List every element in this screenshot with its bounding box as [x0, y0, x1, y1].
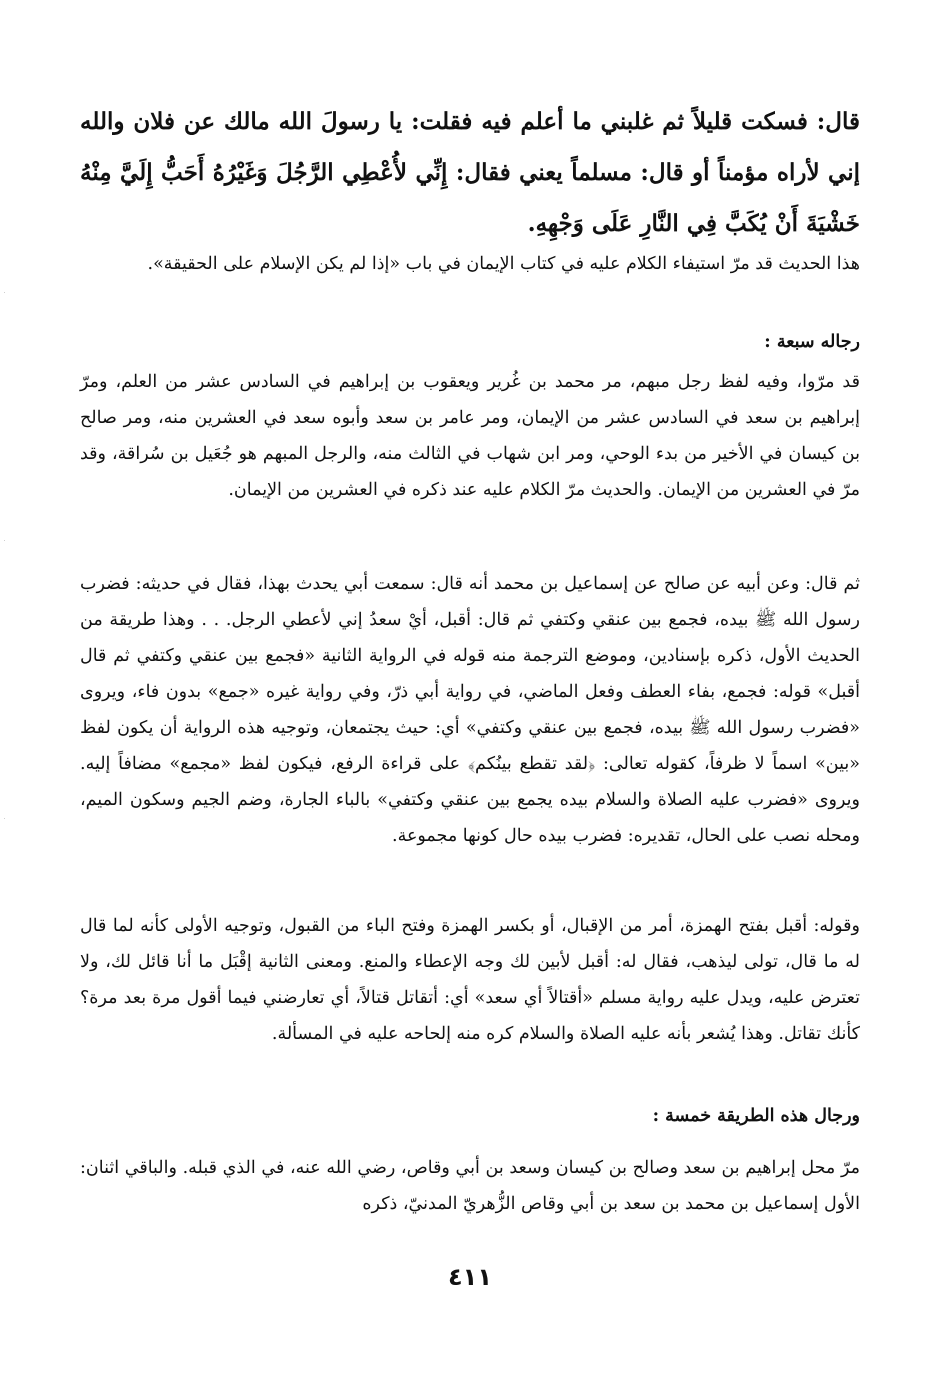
section-heading-chain: ورجال هذه الطريقة خمسة :	[652, 1106, 860, 1126]
commentary-paragraph: هذا الحديث قد مرّ استيفاء الكلام عليه في كتاب الإيمان في باب «إذا لم يكن الإسلام على الحقيقة».	[147, 254, 860, 274]
second-narration-paragraph: ثم قال: وعن أبيه عن صالح عن إسماعيل بن محمد أنه قال: سمعت أبي يحدث بهذا، فقال في حديثه: فضرب رسول الله ﷺ بيده، فجمع بين عنقي وكتفي ثم قال: أقبل، أيْ سعدُ إني لأعطي الرجل. . . وهذا طريقة من الحديث الأول، ذكره بإسنادين، وموضع الترجمة منه قوله في الرواية الثانية «فجمع بين عنقي وكتفي ثم قال أقبل» قوله: فجمع، بفاء العطف وفعل الماضي، في رواية أبي ذرّ، وفي رواية غيره «جمع» بدون فاء، ويروى «فضرب رسول الله ﷺ بيده، فجمع بين عنقي وكتفي» أي: حيث يجتمعان، وتوجيه هذه الرواية أن يكون لفظ «بين» اسماً لا ظرفاً، كقوله تعالى: ﴿لقد تقطع بينُكم﴾ على قراءة الرفع، فيكون لفظ «مجمع» مضافاً إليه. ويروى «فضرب عليه الصلاة والسلام بيده يجمع بين عنقي وكتفي» بالباء الجارة، وضم الجيم وسكون الميم، ومحله نصب على الحال، تقديره: فضرب بيده حال كونها مجموعة.	[80, 574, 860, 846]
scan-mark	[4, 818, 5, 819]
scan-mark	[4, 292, 5, 293]
chain-paragraph: مرّ محل إبراهيم بن سعد وصالح بن كيسان وسعد بن أبي وقاص، رضي الله عنه، في الذي قبله. والباقي اثنان: الأول إسماعيل بن محمد بن سعد بن أبي وقاص الزُّهريّ المدنيّ، ذكره	[80, 1158, 860, 1214]
page-number: ٤١١	[448, 1263, 492, 1291]
scan-mark	[4, 540, 5, 541]
narrators-paragraph: قد مرّوا، وفيه لفظ رجل مبهم، مر محمد بن غُرير ويعقوب بن إبراهيم في السادس عشر من العلم، ومرّ إبراهيم بن سعد في السادس عشر من الإيمان، ومر عامر بن سعد وأبوه سعد في العشرين منه، ومر صالح بن كيسان في الأخير من بدء الوحي، ومر ابن شهاب في الثالث منه، والرجل المبهم هو جُعَيل بن سُراقة، وقد مرّ في العشرين من الإيمان. والحديث مرّ الكلام عليه عند ذكره في العشرين من الإيمان.	[80, 372, 860, 500]
hadith-text: قال: فسكت قليلاً ثم غلبني ما أعلم فيه فقلت: يا رسولَ الله مالك عن فلان والله إني لأراه مؤمناً أو قال: مسلماً يعني فقال: إِنِّي لأُعْطِي الرَّجُلَ وَغَيْرُهُ أَحَبُّ إِلَيَّ مِنْهُ خَشْيَةَ أَنْ يُكَبَّ فِي النَّارِ عَلَى وَجْهِهِ.	[80, 108, 860, 237]
explanation-paragraph: وقوله: أقبل بفتح الهمزة، أمر من الإقبال، أو بكسر الهمزة وفتح الباء من القبول، وتوجيه الأولى كأنه لما قال له ما قال، تولى ليذهب، فقال له: أقبل لأبين لك وجه الإعطاء والمنع. ومعنى الثانية إقْبَل ما أنا قائل لك، ولا تعترض عليه، ويدل عليه رواية مسلم «أقتالاً أي سعد» أي: أتقاتل قتالاً، أي تعارضني فيما أقول مرة بعد مرة؟ كأنك تقاتل. وهذا يُشعر بأنه عليه الصلاة والسلام كره منه إلحاحه عليه في المسألة.	[80, 916, 860, 1044]
section-heading-narrators: رجاله سبعة :	[764, 332, 860, 352]
